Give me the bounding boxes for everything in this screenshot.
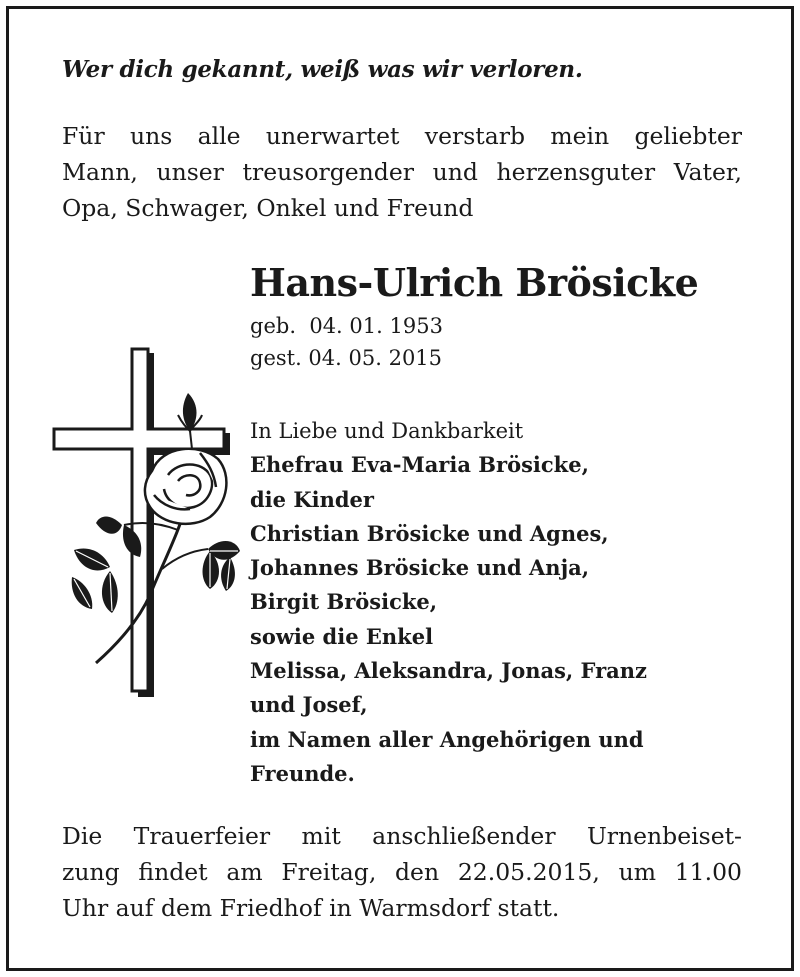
funeral-line: zung findet am Freitag, den 22.05.2015, um 11.00 [62, 858, 742, 886]
deceased-name: Hans-Ulrich Brösicke [250, 260, 699, 305]
mourners-block [250, 414, 647, 791]
mourner-line: sowie die Enkel [250, 623, 434, 649]
death-date: gest. 04. 05. 2015 [250, 346, 443, 370]
life-dates [250, 310, 443, 374]
intro-line: Für uns alle unerwartet verstarb mein geliebter [62, 122, 742, 150]
mourner-line: Johannes Brösicke und Anja, [250, 555, 590, 581]
mourner-line: Freunde. [250, 760, 355, 786]
mourner-line: Melissa, Aleksandra, Jonas, Franz [250, 658, 647, 684]
mourner-line: im Namen aller Angehörigen und [250, 726, 644, 752]
intro-line: Mann, unser treusorgender und herzensguter Vater, [62, 158, 742, 186]
mourner-line: Christian Brösicke und Agnes, [250, 520, 609, 546]
cross-with-rose-icon [50, 345, 240, 700]
mourner-line: Birgit Brösicke, [250, 589, 438, 615]
motto: Wer dich gekannt, weiß was wir verloren. [62, 56, 583, 83]
mourner-line: Ehefrau Eva-Maria Brösicke, [250, 452, 589, 478]
funeral-line: Die Trauerfeier mit anschließender Urnenbeiset- [62, 822, 742, 850]
intro-text [62, 118, 742, 226]
mourner-line: die Kinder [250, 486, 374, 512]
funeral-line: Uhr auf dem Friedhof in Warmsdorf statt. [62, 894, 560, 922]
funeral-info [62, 818, 742, 926]
intro-line: Opa, Schwager, Onkel und Freund [62, 194, 474, 222]
birth-date: geb. 04. 01. 1953 [250, 314, 443, 338]
mourners-intro: In Liebe und Dankbarkeit [250, 419, 524, 443]
mourner-line: und Josef, [250, 692, 368, 718]
